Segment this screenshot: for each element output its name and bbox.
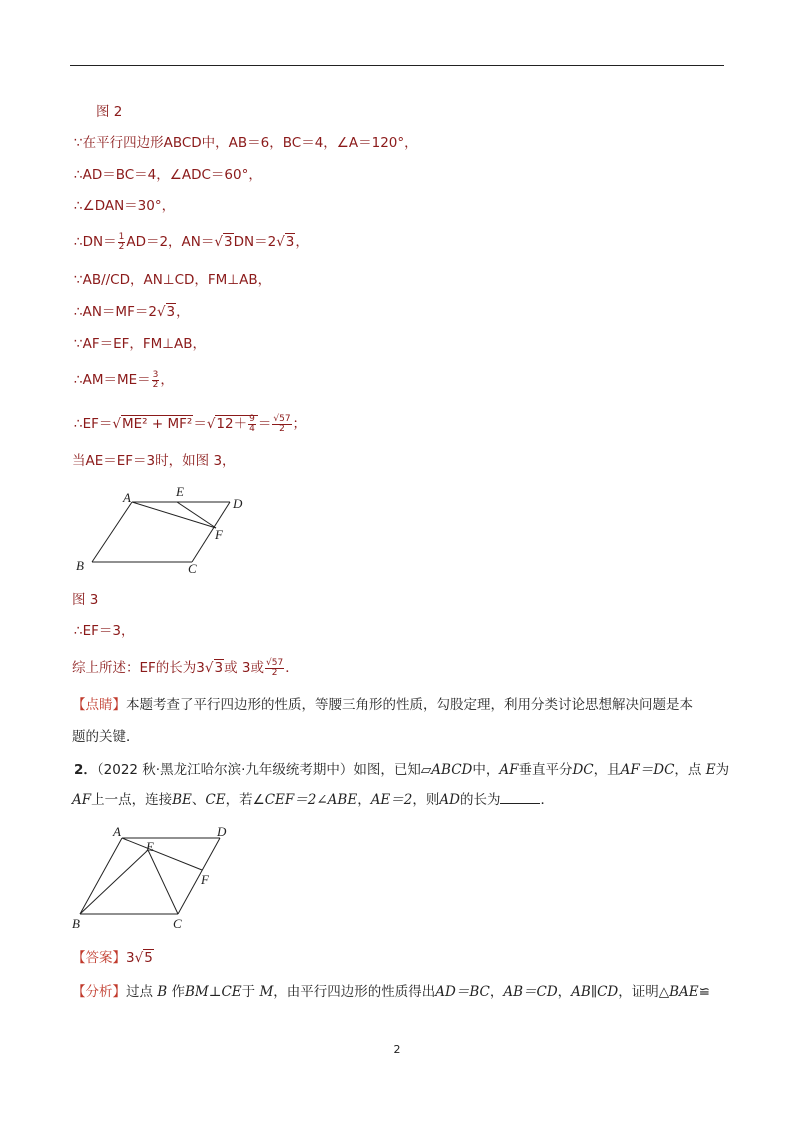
answer-tag: 【答案】 — [72, 950, 126, 966]
fraction: $\frac{3}{2}$ — [152, 369, 159, 390]
label-e: E — [176, 484, 184, 499]
line-11: ∴EF＝3， — [74, 623, 135, 639]
page-number: 2 — [393, 1043, 401, 1056]
question-2-line-2: AF上一点，连接BE、CE，若∠CEF＝2∠ABE，AE＝2，则AD的长为 ． — [72, 792, 554, 808]
line-6: ∴AN＝MF＝2√3， — [74, 304, 190, 320]
label-f: F — [201, 872, 209, 887]
dianjing-tag: 【点睛】 — [72, 697, 126, 713]
fraction: $\frac{1}{2}$ — [118, 231, 125, 252]
fraction: $\frac{9}{4}$ — [249, 413, 255, 434]
line-12: 综上所述：EF的长为3√3或 3或 $\frac{√57}{2}$ ． — [72, 657, 299, 678]
label-d: D — [233, 496, 243, 511]
question-2-figure — [66, 820, 246, 938]
figure-3-caption: 图 3 — [72, 592, 99, 608]
line-9: ∴EF＝√ME² + MF²＝√12＋ $\frac{9}{4}$ ＝ $\frac{√57}{2}$ ； — [74, 413, 307, 434]
fraction: $\frac{√57}{2}$ — [265, 657, 284, 678]
label-c: C — [173, 916, 182, 931]
line-5: ∵AB//CD，AN⊥CD，FM⊥AB， — [74, 272, 272, 288]
line-7: ∵AF＝EF，FM⊥AB， — [74, 336, 207, 352]
fraction: $\frac{√57}{2}$ — [273, 413, 291, 434]
label-b: B — [76, 558, 84, 573]
dianjing-line-2: 题的关键． — [72, 729, 140, 745]
line-10: 当AE＝EF＝3时，如图 3， — [72, 453, 236, 469]
analysis-tag: 【分析】 — [72, 984, 126, 1000]
line-1: ∵在平行四边形ABCD中，AB＝6，BC＝4，∠A＝120°， — [74, 135, 418, 151]
line-8: ∴AM＝ME＝ $\frac{3}{2}$ ， — [74, 369, 174, 390]
line-3: ∴∠DAN＝30°， — [74, 198, 176, 214]
answer-line: 【答案】3√5 — [72, 950, 153, 966]
label-a: A — [123, 490, 131, 505]
label-a: A — [113, 824, 121, 839]
label-b: B — [72, 916, 80, 931]
label-c: C — [188, 561, 197, 576]
label-d: D — [217, 824, 227, 839]
question-2-line-1: 2．（2022 秋·黑龙江哈尔滨·九年级统考期中）如图，已知▱ABCD中，AF垂直平分DC，且AF＝DC，点 E为 — [74, 762, 730, 778]
line-4: ∴DN＝ $\frac{1}{2}$ AD＝2，AN＝√3DN＝2√3， — [74, 231, 309, 252]
header-rule — [70, 65, 724, 66]
label-f: F — [215, 527, 223, 542]
line-2: ∴AD＝BC＝4，∠ADC＝60°， — [74, 167, 262, 183]
label-e: E — [146, 839, 154, 854]
figure-3-parallelogram — [70, 482, 270, 578]
dianjing-line-1: 【点睛】本题考查了平行四边形的性质，等腰三角形的性质，勾股定理，利用分类讨论思想解决问题是本 — [72, 697, 693, 713]
answer-blank — [500, 803, 540, 804]
figure-2-caption: 图 2 — [96, 104, 123, 120]
analysis-line: 【分析】过点 B 作BM⊥CE于 M，由平行四边形的性质得出AD＝BC，AB＝CD，AB∥CD，证明△BAE≌ — [72, 984, 710, 1000]
